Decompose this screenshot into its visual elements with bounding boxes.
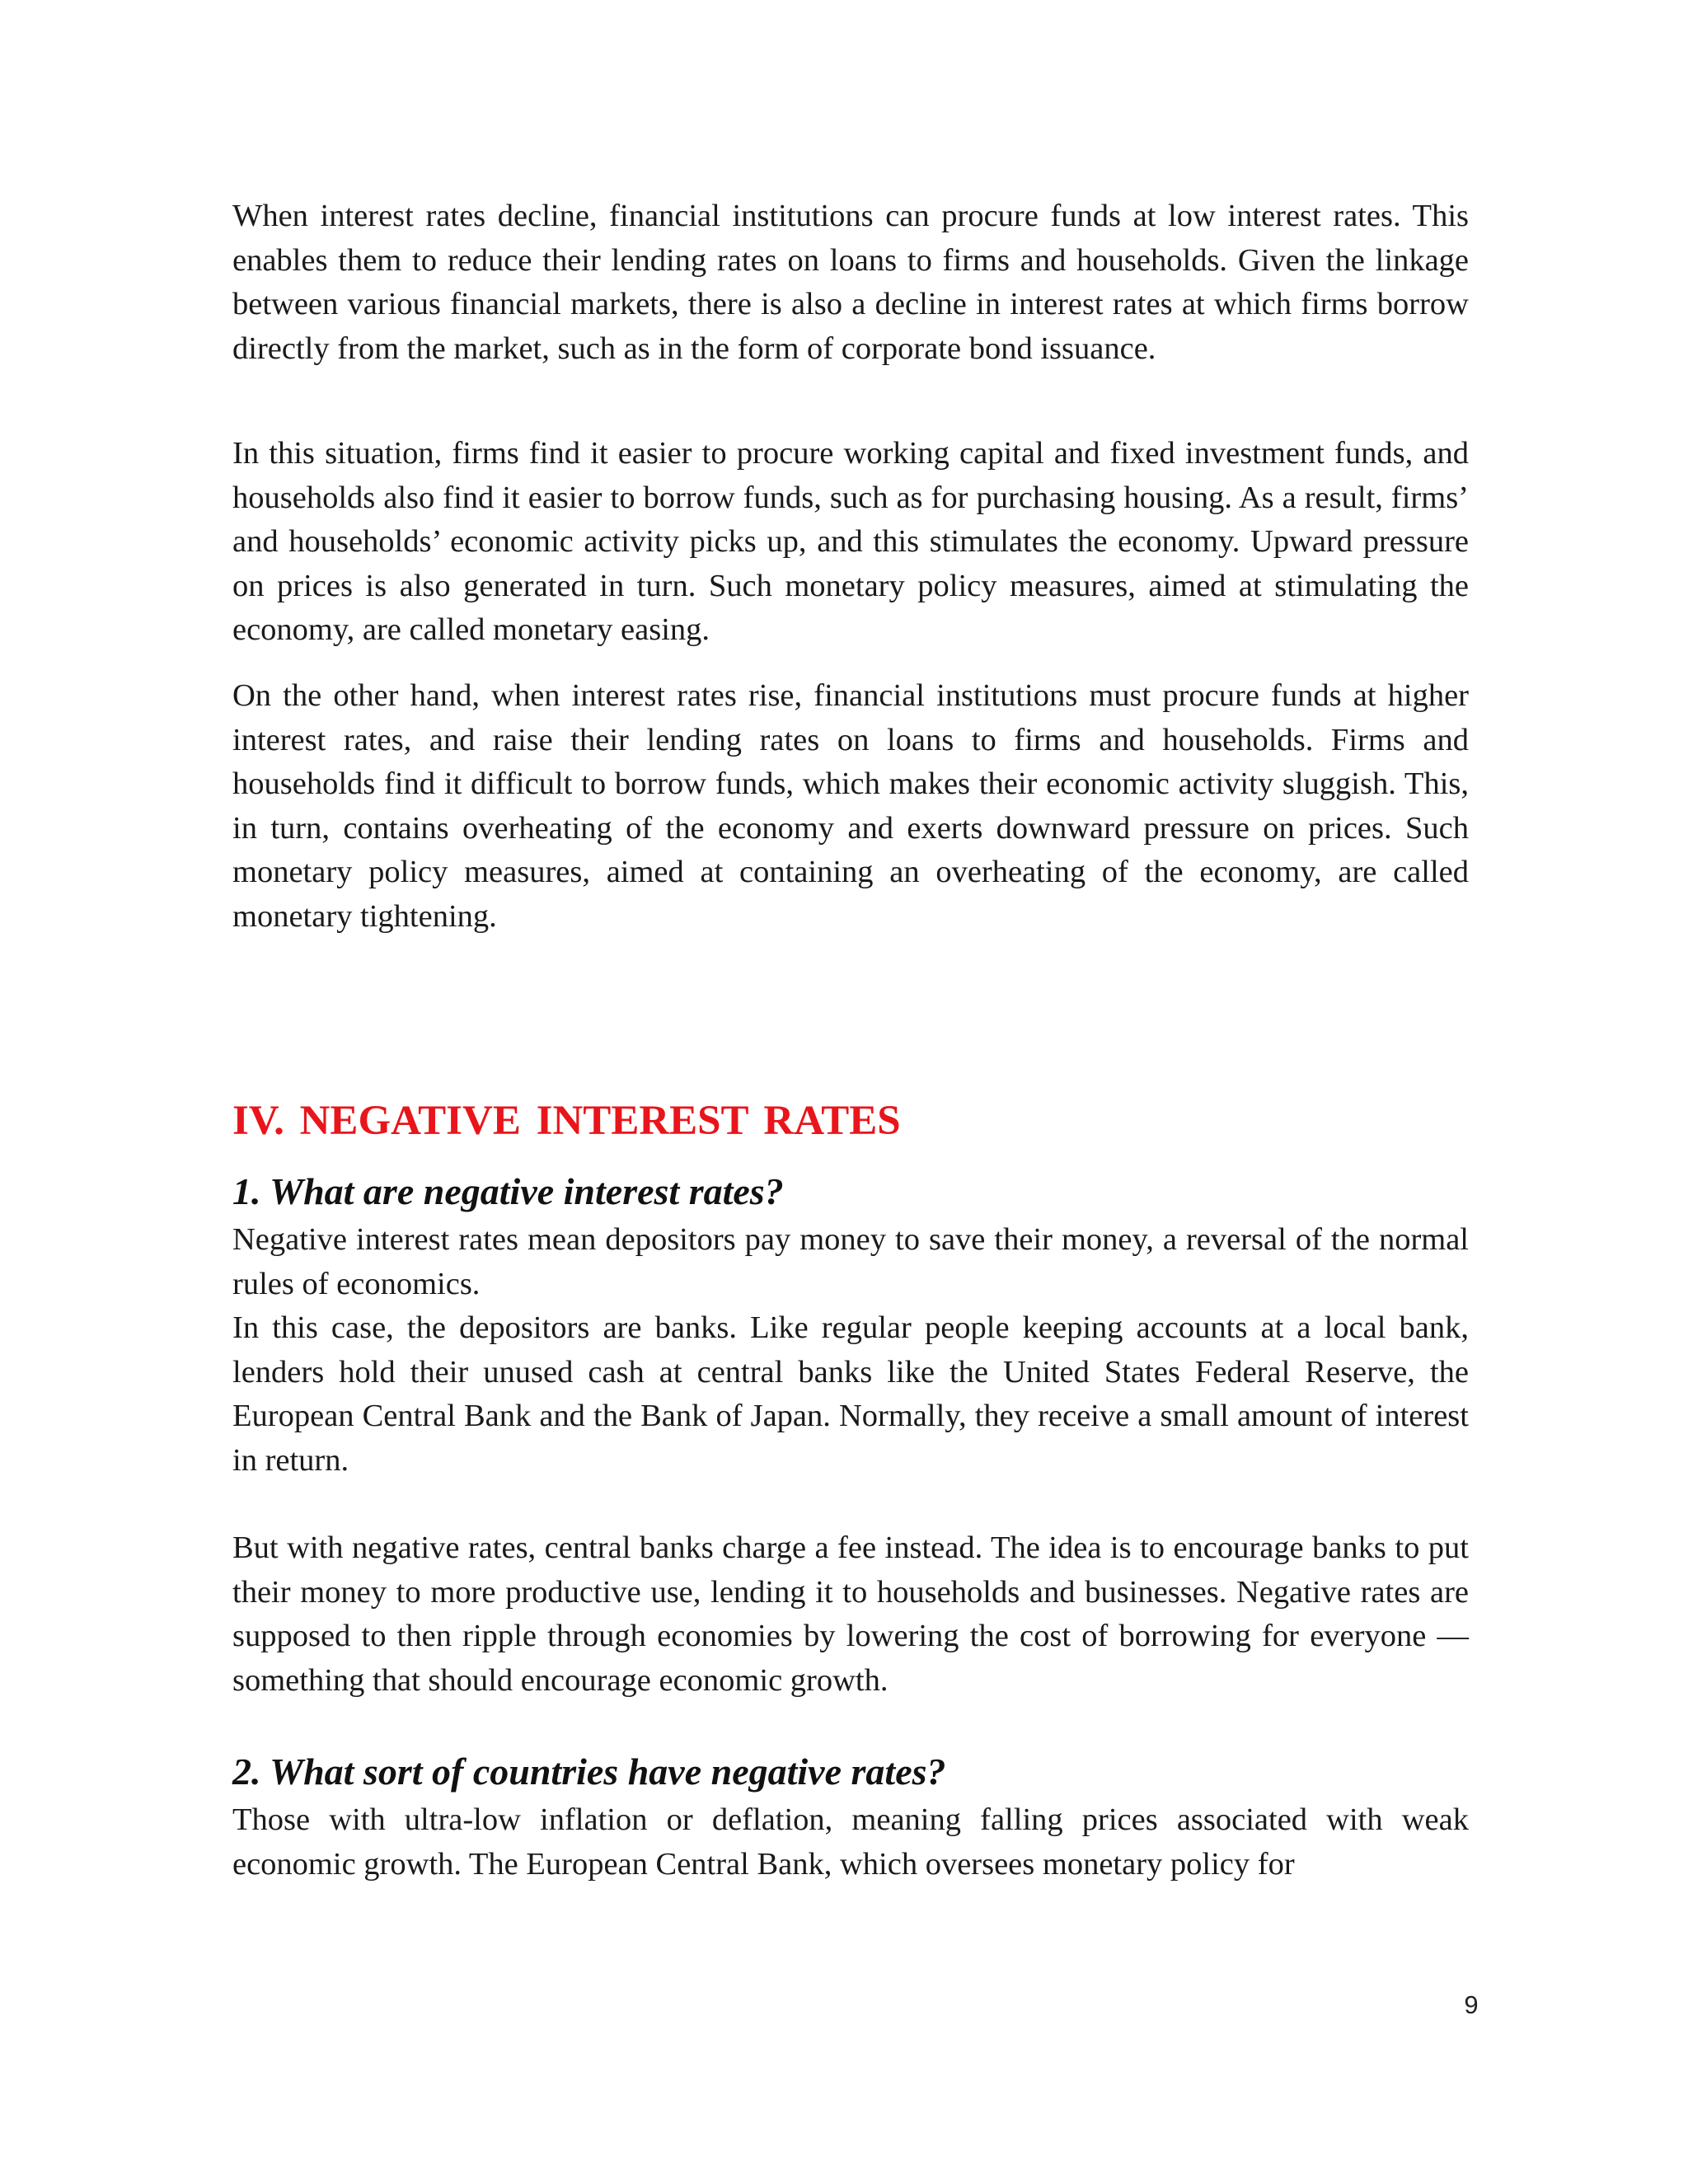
answer-1-part-3 xyxy=(232,1526,1469,1703)
section-heading: IV. NEGATIVE INTEREST RATES xyxy=(232,1098,901,1144)
body-paragraph: When interest rates decline, financial institutions can procure funds at low interest rates. This enables them to reduce their lending rates on loans to firms and households. Given the linkage between various financial markets, there is also a decline in interest rates at which firms borrow directly from the market, such as in the form of corporate bond issuance. xyxy=(232,199,1469,366)
paragraph-monetary-easing xyxy=(232,432,1469,653)
page-number: 9 xyxy=(1464,1990,1479,2019)
answer-2-part-1 xyxy=(232,1798,1469,1886)
body-paragraph: In this situation, firms find it easier to procure working capital and fixed investment funds, and households also find it easier to borrow funds, such as for purchasing housing. As a result, firms’ and households’ economic activity picks up, and this stimulates the economy. Upward pressure on prices is also generated in turn. Such monetary policy measures, aimed at stimulating the economy, are called monetary easing. xyxy=(232,436,1469,647)
paragraph-monetary-tightening xyxy=(232,674,1469,939)
answer-1-part-2 xyxy=(232,1306,1469,1483)
body-paragraph: Those with ultra-low inflation or deflation, meaning falling prices associated with weak economic growth. The European Central Bank, which oversees monetary policy for xyxy=(232,1802,1469,1882)
body-paragraph: On the other hand, when interest rates rise, financial institutions must procure funds at higher interest rates, and raise their lending rates on loans to firms and households. Firms and households find it difficult to borrow funds, which makes their economic activity sluggish. This, in turn, contains overheating of the economy and exerts downward pressure on prices. Such monetary policy measures, aimed at containing an overheating of the economy, are called monetary tightening. xyxy=(232,678,1469,934)
body-paragraph: But with negative rates, central banks charge a fee instead. The idea is to encourage banks to put their money to more productive use, lending it to households and businesses. Negative rates are supposed to then ripple through economies by lowering the cost of borrowing for everyone — something that should encourage economic growth. xyxy=(232,1530,1469,1698)
answer-1-part-1 xyxy=(232,1218,1469,1306)
body-paragraph: Negative interest rates mean depositors pay money to save their money, a reversal of the normal rules of economics. xyxy=(232,1222,1469,1301)
question-heading-2: 2. What sort of countries have negative rates? xyxy=(232,1750,946,1793)
paragraph-interest-decline xyxy=(232,194,1469,371)
question-heading-1: 1. What are negative interest rates? xyxy=(232,1170,784,1212)
body-paragraph: In this case, the depositors are banks. Like regular people keeping accounts at a local bank, lenders hold their unused cash at central banks like the United States Federal Reserve, the European Central Bank and the Bank of Japan. Normally, they receive a small amount of interest in return. xyxy=(232,1310,1469,1478)
